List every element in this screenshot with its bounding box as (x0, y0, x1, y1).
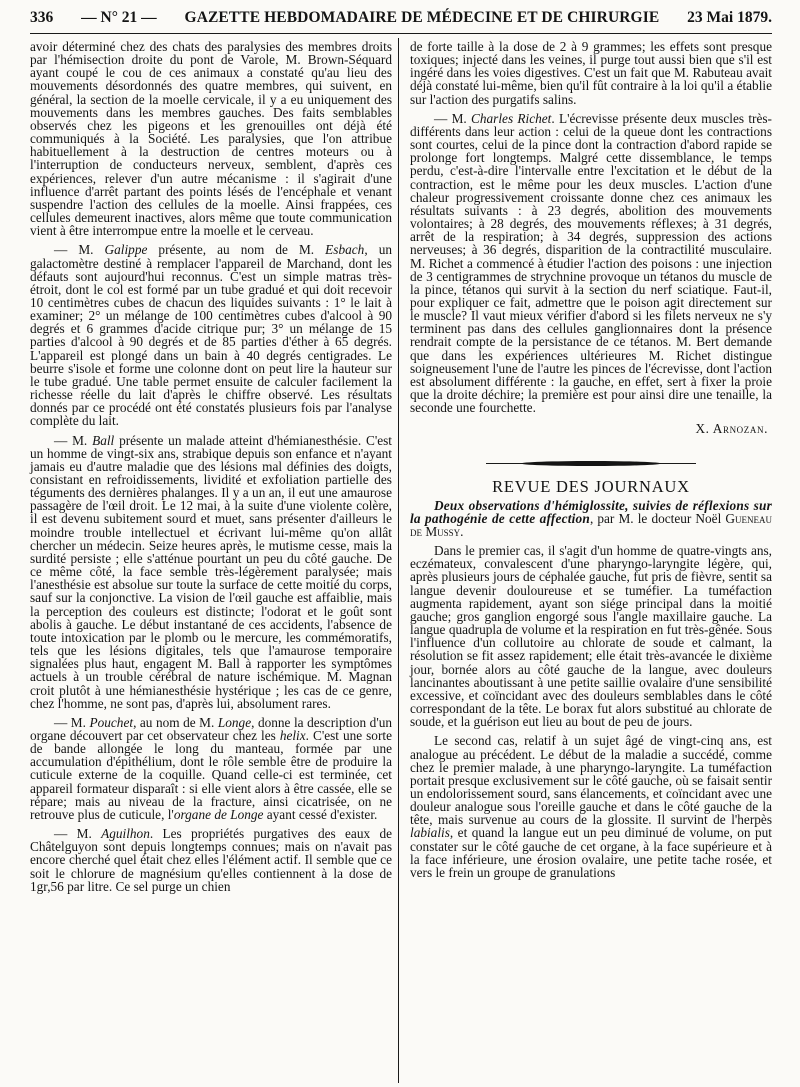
right-column (410, 40, 772, 879)
name-galippe: Galippe (104, 242, 148, 258)
text-segment: Le second cas, relatif à un sujet âgé de vingt-cinq ans, est analogue au précédent. Le début de la maladie a succédé, comme chez le premier malade, à une pharyngo-laryngite. La tuméfaction portait presque exclusivement sur le côté gauche, où se faisait sentir un endolorissement sourd, sans élancements, et coïncidant avec une douleur analogue sous l'oreille gauche et dans le côté gauche de la tête, mais survenue au cours de la glossite. Il survint de l'herpès (410, 733, 772, 828)
paragraph-aguilhon-continued: de forte taille à la dose de 2 à 9 grammes; les effets sont presque toxiques; injecté dans les veines, il purge tout aussi bien que s'il est ingéré dans les voies digestives. C'est un fait que M. Rabuteau avait déjà constaté lui-même, bien qu'il fût contraire à la loi qu'il a établie sur l'action des purgatifs salins. (410, 39, 772, 107)
left-column (30, 40, 392, 893)
text-segment: présente un malade atteint d'hémianesthésie. C'est un homme de vingt-six ans, strabique depuis son enfance et n'ayant jamais eu d'autre maladie que des lésions mal définies des doigts, consistant en refroidissements, lividité et exfoliation partielle des téguments des dernières phalanges. Il y a un an, il eut une amaurose passagère de l'œil droit. Le 12 mai, à la suite d'une violente colère, il est devenu subitement sourd et muet, sans présenter d'ailleurs le moindre trouble intellectuel et écrivant lui-même qu'on allât chercher un médecin. Seize heures après, le mutisme cesse, mais la surdité persiste ; elle s'atténue pourtant un peu du côté gauche. De ce même côté, la face semble très-légèrement paralysée; mais l'anesthésie est absolue sur toute la surface de cette moitié du corps, sauf sur la conjonctive. La vision de l'œil gauche est affaiblie, mais la perception des couleurs est distincte; l'odorat et le goût sont abolis à gauche. Le début instantané de ces accidents, l'absence de toute intoxication par le plomb ou le mercure, les commémoratifs, tels que les lésions digitales, tels que l'amaurose temporaire signalées plus haut, engagent M. Ball à rapporter les symptômes actuels à un trouble cérébral de nature ischémique. M. Magnan croit plutôt à une hémianesthésie hystérique ; les cas de ce genre, chez l'homme, ne sont pas, d'après lui, absolument rares. (30, 432, 392, 711)
text-segment: , un galactomètre destiné à remplacer l'appareil de Marchand, dont les défauts sont aujourd'hui reconnus. C'est un simple matras très-étroit, dont le col est formé par un tube gradué et qui doit recevoir 10 centimètres cubes de chacun des liquides suivants : 1° le lait à examiner; 2° un mélange de 100 centimètres cubes d'alcool à 90 degrés et 6 grammes d'acide citrique pur; 3° un mélange de 15 parties d'alcool à 90 degrés et de 85 parties d'éther à 65 degrés. L'appareil est plongé dans un bain à 40 degrés centigrades. Le beurre s'isole et forme une colonne dont on peut lire la hauteur sur le tube gradué. Une table permet ensuite de calculer facilement la richesse réelle du lait d'après le chiffre observé. Les résultats donnés par ce procédé ont été constatés plusieurs fois par l'analyse complète du lait. (30, 242, 392, 429)
page-number: 336 (30, 9, 54, 26)
paragraph-galippe (30, 243, 392, 427)
dash-lead: — M. (54, 432, 93, 448)
dash-lead: — M. (54, 826, 102, 842)
issue-number: — N° 21 — (81, 9, 157, 26)
text-segment: ayant cessé d'exister. (263, 806, 378, 822)
term-organe-de-longe: organe de Longe (173, 806, 264, 822)
review-title: Deux observations d'hémiglossite, suivies de réflexions sur la pathogénie de cette affection (410, 497, 772, 526)
name-ball: Ball (92, 432, 115, 448)
dash-lead: — M. (54, 714, 90, 730)
text-segment: , donne la description d'un organe découvert par cet observateur chez les (30, 714, 393, 743)
section-separator (486, 462, 696, 466)
journal-title: GAZETTE HEBDOMADAIRE DE MÉDECINE ET DE CHIRURGIE (184, 9, 660, 26)
text-segment: présente, au nom de M. (147, 242, 326, 258)
term-labialis: labialis (410, 825, 450, 841)
name-charles-richet: Charles Richet (471, 110, 552, 126)
section-title: REVUE DES JOURNAUX (492, 476, 690, 496)
dash-lead: — M. (54, 242, 105, 258)
review-heading (410, 499, 772, 538)
text-segment: . L'écrevisse présente deux muscles très-différents dans leur action : celui de la queue dont les contractions sont courtes, celui de la pince dont la contraction d'abord rapide se prolonge fort longtemps. Malgré cette dissemblance, le temps perdu, c'est-à-dire l'intervalle entre l'excitation et le début de la contraction, est le même pour les deux muscles. L'action d'une chaleur progressivement croissante donne chez ces animaux les résultats suivants : à 23 degrés, abolition des mouvements volontaires; à 28 degrés, des mouvements réflexes; à 31 degrés, arrêt de la respiration; à 34 degrés, suppression des actions nerveuses; à 36 degrés, disparition de la contractilité musculaire. M. Richet a commencé à étudier l'action des poisons : une injection de 3 centigrammes de strychnine provoque un tétanos du muscle de la pince, tétanos qui survit à la section du nerf sciatique. Faut-il, pour expliquer ce fait, admettre que le poison agit directement sur le muscle? Il vaut mieux vérifier d'abord si les filets nerveux ne s'y terminent pas dans des cellules ganglionnaires dont la présence rendrait compte de la persistance de ce tétanos. M. Bert demande que dans les expériences ultérieures M. Richet distingue soigneusement l'une de l'autre les pinces de l'écrevisse, dont l'action est absolument différente : la gauche, en effet, sert à fixer la proie que la droite déchire; la première est pour ainsi dire une tenaille, la seconde une fourchette. (410, 110, 772, 416)
paragraph-ball (30, 434, 392, 710)
text-segment: . C'est une sorte de bande allongée le long du manteau, formée par une accumulation d'épithélium, dont le rôle semble être de produire la cuticule externe de la coquille. Quand celle-ci est terminée, cet appareil formateur disparaît : si elle vient alors à être cassée, elle se répare; mais au niveau de la fracture, ainsi cicatrisée, on ne retrouve plus de cuticule, l' (30, 727, 392, 822)
text-segment: . Les propriétés purgatives des eaux de Châtelguyon sont depuis longtemps connues; mais on n'avait pas encore cherché quel était chez elles l'élément actif. Il semble que ce soit le chlorure de magnésium qu'elles contiennent à la dose de 1gr,56 par litre. Ce sel purge un chien (30, 826, 392, 894)
text-segment: , au nom de M. (133, 714, 218, 730)
review-author: Gueneau de Mussy (410, 510, 773, 539)
dash-lead: — M. (434, 110, 472, 126)
paragraph-brown-sequard: avoir déterminé chez des chats des paralysies des membres droits par l'hémisection droite du pont de Varole, M. Brown-Séquard ayant coupé le cou de ces animaux a constaté qu'au lieu des mouvements désordonnés des quatre membres, qui suivent, en général, la section de la moelle cervicale, il y a eu uniquement des mouvements dans les membres gauches. Des faits semblables observés chez les pigeons et les grenouilles ont déjà été communiqués à la Société. Les paralysies, que l'on attribue habituellement à la destruction de centres moteurs ou à l'interruption de conducteurs nerveux, semblent, d'après ces expériences, relever d'un autre mécanisme : il s'agirait d'une influence d'arrêt partant des points lésés de l'encéphale et venant suspendre l'action des cellules de la moelle. Ainsi frappées, ces cellules demeurent inactives, alors même que toute communication vient à être interrompue entre la moelle et le cerveau. (30, 39, 392, 239)
text-segment: , et quand la langue eut un peu diminué de volume, on put constater sur le côté gauche de cet organe, à la face supérieure et à la face inférieure, une érosion ovalaire, une petite tache rosée, et vers le frein un groupe de granulations (410, 825, 772, 880)
running-header (30, 9, 772, 31)
paragraph-richet (410, 112, 772, 415)
author-signature: X. Arnozan. (695, 421, 768, 437)
paragraph-second-case (410, 734, 772, 879)
genus-helix: helix (279, 727, 306, 743)
paragraph-aguilhon (30, 827, 392, 893)
paragraph-pouchet (30, 716, 392, 821)
column-rule (398, 38, 399, 1083)
name-pouchet: Pouchet (89, 714, 134, 730)
name-longe: Longe (217, 714, 252, 730)
text-segment: . (460, 524, 464, 539)
header-rule (30, 33, 772, 34)
name-esbach: Esbach (325, 242, 365, 258)
text-segment: , par M. le docteur Noël (589, 510, 726, 526)
issue-date: 23 Mai 1879. (687, 9, 772, 26)
paragraph-first-case: Dans le premier cas, il s'agit d'un homme de quatre-vingts ans, eczémateux, convalescent d'une pharyngo-laryngite légère, qui, après plusieurs jours de céphalée gauche, fut pris de fièvre, sentit sa langue devenir douloureuse et se tuméfier. La tuméfaction augmenta rapidement, ayant son siége principal dans la moitié gauche; gros ganglion engorgé sous l'angle maxillaire gauche. La langue quadrupla de volume et la respiration en fut très-gênée. Sous l'influence d'un collutoire au chlorate de soude et calmant, la résolution se fit assez rapidement; elle était très-avancée le dixième jour, bornée alors au côté gauche de la langue, avec douleurs lancinantes aboutissant à une petite saillie ovalaire d'une sensibilité excessive, et coïncidant avec des douleurs semblables dans le côté correspondant de la tête. Le borax fut alors substitué au chlorate de soude, et la guérison eut lieu au bout de peu de jours. (410, 543, 772, 730)
name-aguilhon: Aguilhon (101, 826, 150, 842)
